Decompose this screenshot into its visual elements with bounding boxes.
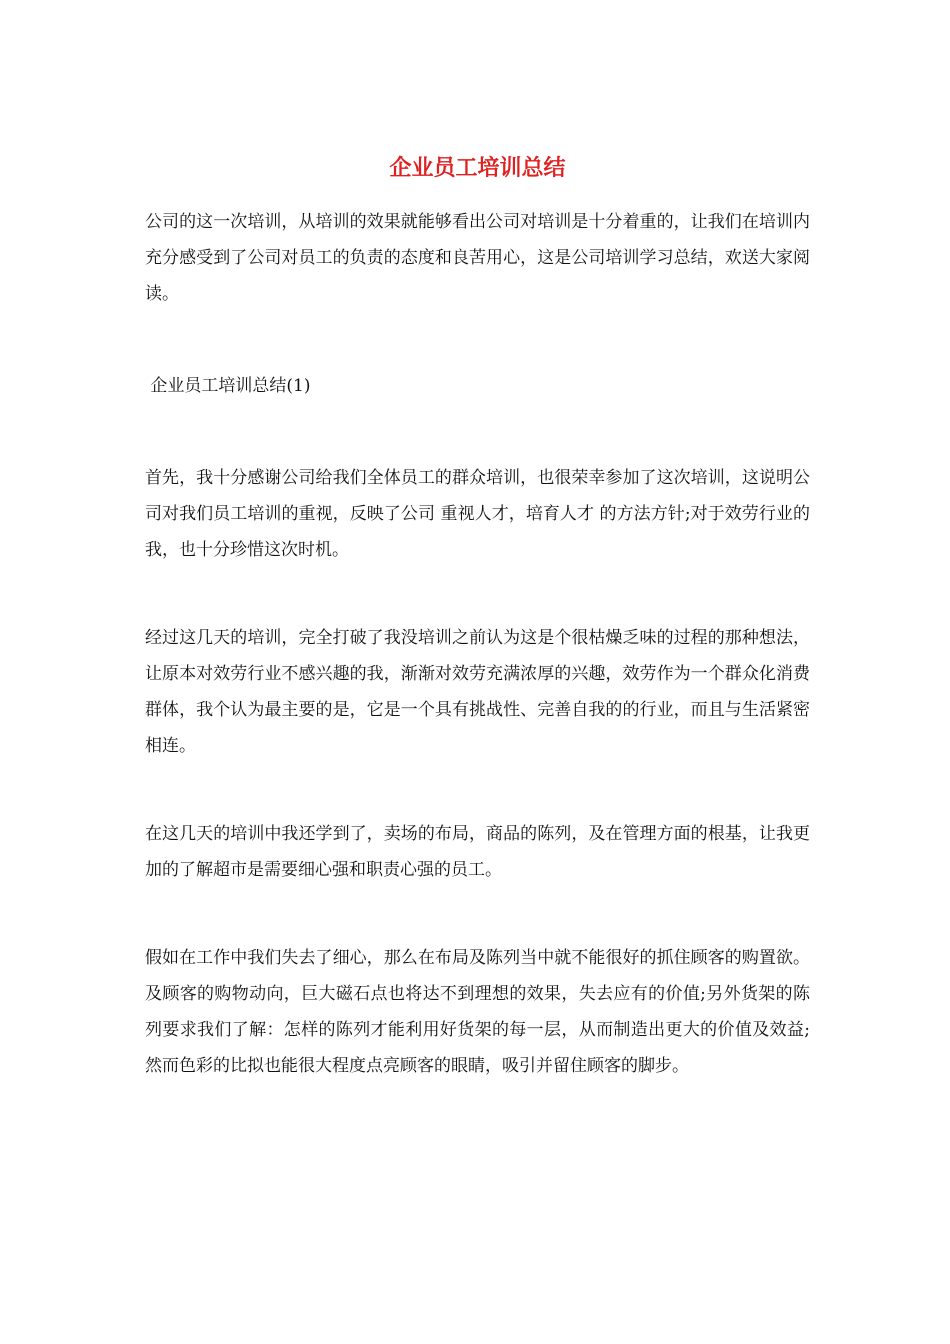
body-paragraph: 假如在工作中我们失去了细心，那么在布局及陈列当中就不能很好的抓住顾客的购置欲。及顾客的购物动向，巨大磁石点也将达不到理想的效果，失去应有的价值;另外货架的陈列要求我们了解：怎样的陈列才能利用好货架的每一层，从而制造出更大的价值及效益;然而色彩的比拟也能很大程度点亮顾客的眼睛，吸引并留住顾客的脚步。 xyxy=(145,948,810,1076)
intro-paragraph: 公司的这一次培训，从培训的效果就能够看出公司对培训是十分着重的，让我们在培训内充分感受到了公司对员工的负责的态度和良苦用心，这是公司培训学习总结，欢送大家阅读。 xyxy=(145,212,810,304)
spacer xyxy=(145,764,810,816)
spacer xyxy=(145,888,810,940)
body-paragraph: 首先，我十分感谢公司给我们全体员工的群众培训，也很荣幸参加了这次培训，这说明公司对我们员工培训的重视，反映了公司 重视人才，培育人才 的方法方针;对于效劳行业的我，也十分珍惜这次时机。 xyxy=(145,468,810,560)
spacer xyxy=(145,404,810,460)
spacer xyxy=(145,312,810,368)
document-title: 企业员工培训总结 xyxy=(389,155,566,181)
body-paragraph: 经过这几天的培训，完全打破了我没培训之前认为这是个很枯燥乏味的过程的那种想法，让原本对效劳行业不感兴趣的我，渐渐对效劳充满浓厚的兴趣，效劳作为一个群众化消费群体，我个认为最主要的是，它是一个具有挑战性、完善自我的的行业，而且与生活紧密相连。 xyxy=(145,628,810,756)
document-page xyxy=(145,150,810,1084)
body-paragraph: 在这几天的培训中我还学到了，卖场的布局，商品的陈列，及在管理方面的根基，让我更加的了解超市是需要细心强和职责心强的员工。 xyxy=(145,824,810,880)
section-heading: 企业员工培训总结(1) xyxy=(145,376,311,396)
spacer xyxy=(145,568,810,620)
